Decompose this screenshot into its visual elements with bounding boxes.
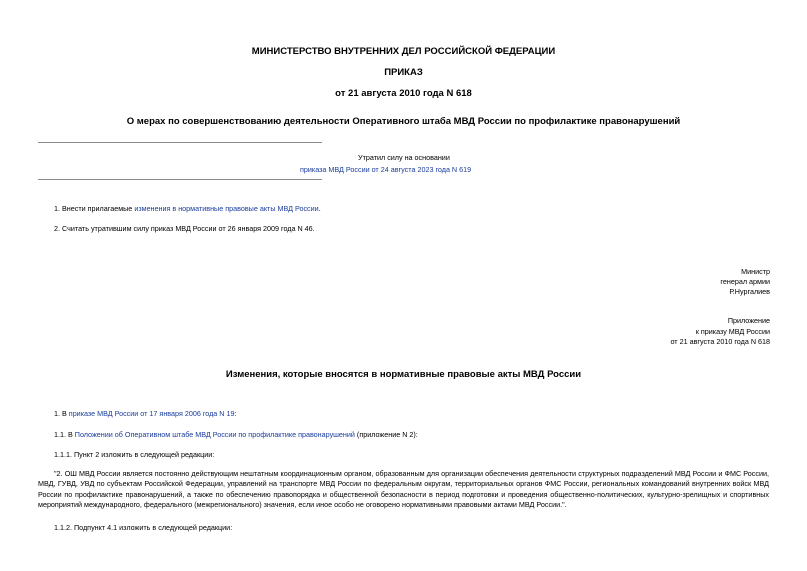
appendix-label: Приложение [727, 316, 770, 325]
doc-type-heading: ПРИКАЗ [384, 67, 423, 78]
item-1 [54, 409, 237, 418]
top-rule [38, 142, 322, 143]
clause-1-suffix: . [318, 204, 321, 213]
doc-date-number: от 21 августа 2010 года N 618 [335, 88, 472, 99]
item-1-1-link[interactable]: Положении об Оперативном штабе МВД России по профилактике правонарушений [74, 430, 355, 439]
status-note-text: Утратил силу на основании [358, 153, 450, 162]
item-1-1-prefix: 1.1. В [54, 430, 75, 439]
doc-title: О мерах по совершенствованию деятельности Оперативного штаба МВД России по профилактике правонарушений [126, 116, 681, 127]
appendix-order: к приказу МВД России [695, 327, 770, 336]
item-1-link[interactable]: приказе МВД России от 17 января 2006 года N 19 [68, 409, 235, 418]
clause-1-link[interactable]: изменения в нормативные правовые акты МВД России [134, 204, 319, 213]
quoted-paragraph: "2. ОШ МВД России является постоянно действующим нештатным координационным органом, образованным для организации обеспечения деятельности структурных подразделений МВД России и ФМС России, МВД, ГУВД, УВД по субъектам Российской Федерации, управлений на транспорте МВД России по федеральным округам, территориальных органов ФМС России, региональных командований внутренних войск МВД России по профилактике правонарушений, а также по обеспечению правопорядка и общественной безопасности в период подготовки и проведения общественно-политических, культурно-зрелищных и спортивных мероприятий международного, федерального (межрегионального) значения, если иное особо не оговорено нормативными правовыми актами МВД России.". [38, 469, 769, 510]
item-1-1 [54, 430, 418, 439]
item-1-1-1: 1.1.1. Пункт 2 изложить в следующей редакции: [54, 450, 215, 459]
item-1-prefix: 1. В [54, 409, 69, 418]
clause-2: 2. Считать утратившим силу приказ МВД России от 26 января 2009 года N 46. [54, 224, 315, 233]
bottom-rule [38, 179, 322, 180]
item-1-1-2: 1.1.2. Подпункт 4.1 изложить в следующей редакции: [54, 523, 233, 532]
clause-1 [54, 204, 321, 213]
clause-1-prefix: 1. Внести прилагаемые [54, 204, 135, 213]
changes-title: Изменения, которые вносятся в нормативные правовые акты МВД России [225, 369, 582, 380]
item-1-1-suffix: (приложение N 2): [354, 430, 418, 439]
ministry-heading: МИНИСТЕРСТВО ВНУТРЕННИХ ДЕЛ РОССИЙСКОЙ ФЕДЕРАЦИИ [251, 46, 556, 57]
signature-name: Р.Нургалиев [729, 287, 770, 296]
appendix-date: от 21 августа 2010 года N 618 [670, 337, 770, 346]
signature-rank: генерал армии [720, 277, 770, 286]
signature-position: Министр [741, 267, 770, 276]
item-1-suffix: : [234, 409, 237, 418]
status-note-link[interactable]: приказа МВД России от 24 августа 2023 года N 619 [300, 165, 472, 174]
